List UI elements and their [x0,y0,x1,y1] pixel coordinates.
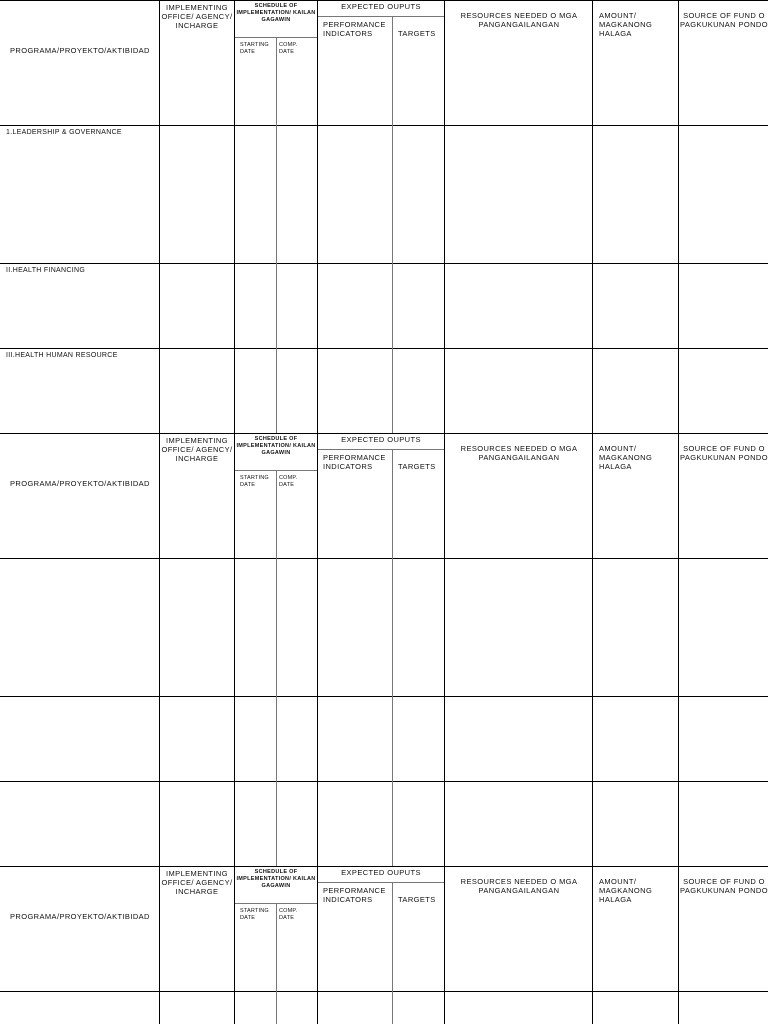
programa-header: PROGRAMA/PROYEKTO/AKTIBIDAD [10,46,150,55]
schedule-header: SCHEDULE OF IMPLEMENTATION/ KAILAN GAGAWIN [236,869,316,889]
schedule-header: SCHEDULE OF IMPLEMENTATION/ KAILAN GAGAWIN [236,3,316,23]
row-health-human-resource: III.HEALTH HUMAN RESOURCE [6,352,118,359]
programa-header: PROGRAMA/PROYEKTO/AKTIBIDAD [10,479,150,488]
targets-header: TARGETS [398,462,436,471]
performance-indicators-header: PERFORMANCE INDICATORS [323,453,386,471]
programa-header: PROGRAMA/PROYEKTO/AKTIBIDAD [10,912,150,921]
amount-header: AMOUNT/ MAGKANONG HALAGA [599,444,653,471]
targets-header: TARGETS [398,29,436,38]
resources-header: RESOURCES NEEDED O MGA PANGANGAILANGAN [460,11,578,29]
implementing-header: IMPLEMENTING OFFICE/ AGENCY/ INCHARGE [161,869,233,896]
resources-header: RESOURCES NEEDED O MGA PANGANGAILANGAN [460,444,578,462]
starting-date-header: STARTING DATE [240,908,269,921]
starting-date-header: STARTING DATE [240,475,269,488]
source-of-fund-header: SOURCE OF FUND O PAGKUKUNAN PONDO [680,444,768,462]
resources-header: RESOURCES NEEDED O MGA PANGANGAILANGAN [460,877,578,895]
implementing-header: IMPLEMENTING OFFICE/ AGENCY/ INCHARGE [161,3,233,30]
source-of-fund-header: SOURCE OF FUND O PAGKUKUNAN PONDO [680,877,768,895]
row-leadership-governance: 1.LEADERSHIP & GOVERNANCE [6,129,122,136]
expected-outputs-header: EXPECTED OUPUTS [341,435,421,444]
implementing-header: IMPLEMENTING OFFICE/ AGENCY/ INCHARGE [161,436,233,463]
schedule-header: SCHEDULE OF IMPLEMENTATION/ KAILAN GAGAWIN [236,436,316,456]
comp-date-header: COMP. DATE [279,908,298,921]
row-health-financing: II.HEALTH FINANCING [6,267,86,274]
starting-date-header: STARTING DATE [240,42,269,55]
amount-header: AMOUNT/ MAGKANONG HALAGA [599,11,653,38]
expected-outputs-header: EXPECTED OUPUTS [341,2,421,11]
comp-date-header: COMP. DATE [279,475,298,488]
performance-indicators-header: PERFORMANCE INDICATORS [323,886,386,904]
expected-outputs-header: EXPECTED OUPUTS [341,868,421,877]
targets-header: TARGETS [398,895,436,904]
amount-header: AMOUNT/ MAGKANONG HALAGA [599,877,653,904]
comp-date-header: COMP. DATE [279,42,298,55]
source-of-fund-header: SOURCE OF FUND O PAGKUKUNAN PONDO [680,11,768,29]
performance-indicators-header: PERFORMANCE INDICATORS [323,20,386,38]
